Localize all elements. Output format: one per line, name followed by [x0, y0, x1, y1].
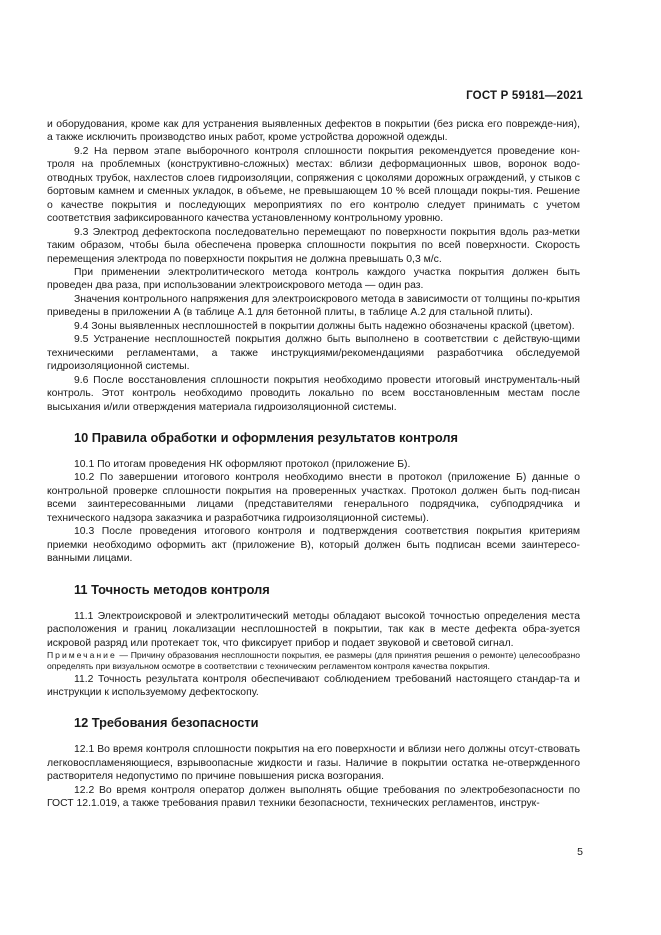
standard-header: ГОСТ Р 59181—2021 [466, 90, 583, 102]
paragraph-12-2: 12.2 Во время контроля оператор должен выполнять общие требования по электробезопасности по ГОСТ 12.1.019, а также требования правил техники безопасности, технических регламентов, инструк- [47, 784, 580, 810]
note [47, 650, 580, 673]
paragraph-10-3: 10.3 После проведения итогового контроля и подтверждения соответствия покрытия критериям приемки необходимо оформить акт (приложение В), который должен быть подписан всеми заинтересо-ванными лицами. [47, 526, 580, 565]
paragraph-9-4: 9.4 Зоны выявленных несплошностей в покрытии должны быть надежно обозначены краской (цветом). [74, 320, 575, 332]
paragraph-11-2: 11.2 Точность результата контроля обеспечивают соблюдением требований настоящего стандар-та и инструкции к используемому дефектоскопу. [47, 673, 580, 698]
paragraph-control-voltage: Значения контрольного напряжения для электроискрового метода в зависимости от толщины по-крытия приведены в приложении А (в таблице А.1 для бетонной плиты, в таблице А.2 для стальной плиты). [47, 293, 580, 319]
paragraph-10-2: 10.2 По завершении итогового контроля необходимо внести в протокол (приложение Б) данные о контрольной проверке сплошности покрытия на проверенных участках. Протокол должен быть под-писан всеми заинтересованными лицами (представителями генерального подрядчика, субподрядчика и технического надзора заказчика и разработчика гидроизоляционной системы). [47, 472, 580, 524]
paragraph-electrolytic-method: При применении электролитического метода контроль каждого участка покрытия должен быть проведен два раза, при использовании электроискрового метода — один раз. [47, 266, 580, 292]
paragraph-9-6: 9.6 После восстановления сплошности покрытия необходимо провести итоговый инструменталь-ный контроль. Этот контроль необходимо проводить локально по всем восстановленным местам после высыхания и/или отверждения материала гидроизоляционной системы. [47, 374, 580, 413]
paragraph-10-1: 10.1 По итогам проведения НК оформляют протокол (приложение Б). [74, 458, 411, 470]
paragraph-12-1: 12.1 Во время контроля сплошности покрытия на его поверхности и вблизи него должны отсут-ствовать легковоспламеняющиеся, взрывоопасные жидкости и газы. Наличие в покрытии остатка не-отвержденного растворителя недопустимо по причине повышения риска возгорания. [47, 744, 580, 783]
paragraph-9-5: 9.5 Устранение несплошностей покрытия должно быть выполнено в соответствии с действую-щими техническими регламентами, а также инструкциями/рекомендациями разработчика обследуемой гидроизоляционной системы. [47, 334, 580, 373]
page-number: 5 [577, 846, 583, 858]
paragraph-continuation: и оборудования, кроме как для устранения выявленных дефектов в покрытии (без риска его поврежде-ния), а также исключить производство иных работ, кроме устройства дорожной одежды. [47, 119, 580, 144]
document-body [47, 118, 580, 811]
section-11-title: 11 Точность методов контроля [74, 581, 270, 597]
note-label: Примечание [47, 649, 117, 660]
paragraph-11-1: 11.1 Электроискровой и электролитический методы обладают высокой точностью определения места расположения и границ локализации несплошностей в покрытии, так как в месте дефекта обра-зуется искровой разряд или протекает ток, что фиксирует прибор и подает звуковой и световой сигнал. [47, 610, 580, 649]
note-text: — Причину образования несплошности покрытия, ее размеры (для принятия решения о ремонте) целесообразно определять при визуальном осмотре в соответствии с техническим регламентом контроля качества покрытия. [47, 649, 580, 672]
paragraph-9-2: 9.2 На первом этапе выборочного контроля сплошности покрытия рекомендуется проведение кон-троля на проблемных (конструктивно-сложных) местах: вблизи деформационных швов, воронок водо-отводных трубок, нахлестов слоев гидроизоляции, сопряжения с цоколями дорожных ограждений, у стыков с бортовым камнем и сменных укладок, в объеме, не превышающем 10 % всей площади покры-тия. Решение о качестве покрытия и последующих мероприятиях по его контролю следует принимать с учетом соответствия зафиксированного качества установленному контрольному уровню. [47, 145, 580, 225]
section-10-title: 10 Правила обработки и оформления результатов контроля [74, 429, 458, 445]
paragraph-9-3: 9.3 Электрод дефектоскопа последовательно перемещают по поверхности покрытия вдоль раз-метки таким образом, чтобы была обеспечена проверка сплошности покрытия по всей поверхности. Скорость перемещения электрода по поверхности покрытия не должна превышать 0,3 м/с. [47, 226, 580, 265]
section-12-title: 12 Требования безопасности [74, 715, 259, 731]
